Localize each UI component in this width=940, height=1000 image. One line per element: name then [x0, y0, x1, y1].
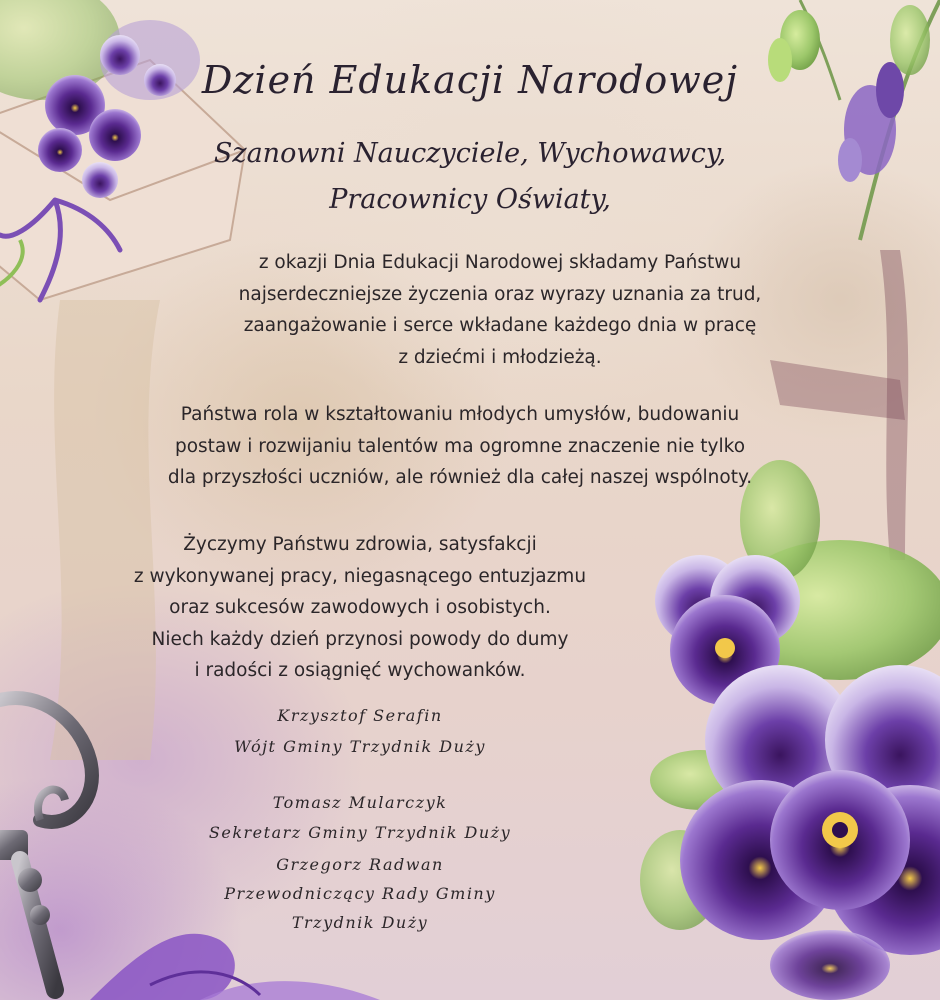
signatory-1	[200, 700, 520, 762]
greeting-line-1: Szanowni Nauczyciele, Wychowawcy,	[213, 138, 727, 169]
text-line: postaw i rozwijaniu talentów ma ogromne znaczenie nie tylko	[174, 435, 746, 457]
page-title: Dzień Edukacji Narodowej	[201, 58, 739, 102]
signatory-name: Krzysztof Serafin	[277, 706, 443, 725]
text-line: z okazji Dnia Edukacji Narodowej składamy Państwu	[258, 252, 742, 273]
wishes-paragraph-2	[95, 399, 825, 494]
wishes-paragraph-1	[170, 247, 830, 373]
text-line: oraz sukcesów zawodowych i osobistych.	[169, 597, 551, 618]
signatory-role: Przewodniczący Rady Gminy	[224, 884, 496, 903]
text-line: z wykonywanej pracy, niegasnącego entuzjazmu	[133, 565, 587, 587]
signatory-role: Trzydnik Duży	[291, 913, 429, 932]
text-line: Niech każdy dzień przynosi powody do dumy	[151, 628, 569, 650]
text-line: i radości z osiągnięć wychowanków.	[194, 660, 526, 681]
signatory-name: Tomasz Mularczyk	[272, 793, 448, 812]
text-line: z dziećmi i młodzieżą.	[398, 346, 602, 368]
purple-ribbon-icon	[90, 934, 380, 1000]
text-line: Państwa rola w kształtowaniu młodych umysłów, budowaniu	[180, 404, 740, 425]
signatory-3	[180, 850, 540, 937]
text-line: zaangażowanie i serce wkładane każdego dnia w pracę	[243, 315, 757, 336]
text-line: najserdeczniejsze życzenia oraz wyrazy uznania za trud,	[238, 283, 762, 305]
signatory-role: Sekretarz Gminy Trzydnik Duży	[208, 823, 512, 842]
wishes-paragraph-3	[60, 529, 660, 687]
text-line: dla przyszłości uczniów, ale również dla całej naszej wspólnoty.	[167, 467, 753, 488]
greeting-line-2: Pracownicy Oświaty,	[329, 184, 611, 215]
signatory-role: Wójt Gminy Trzydnik Duży	[234, 737, 486, 756]
vintage-key-icon	[0, 698, 92, 990]
signatory-2	[180, 788, 540, 848]
text-line: Życzymy Państwu zdrowia, satysfakcji	[183, 534, 537, 555]
signatory-name: Grzegorz Radwan	[276, 855, 444, 874]
